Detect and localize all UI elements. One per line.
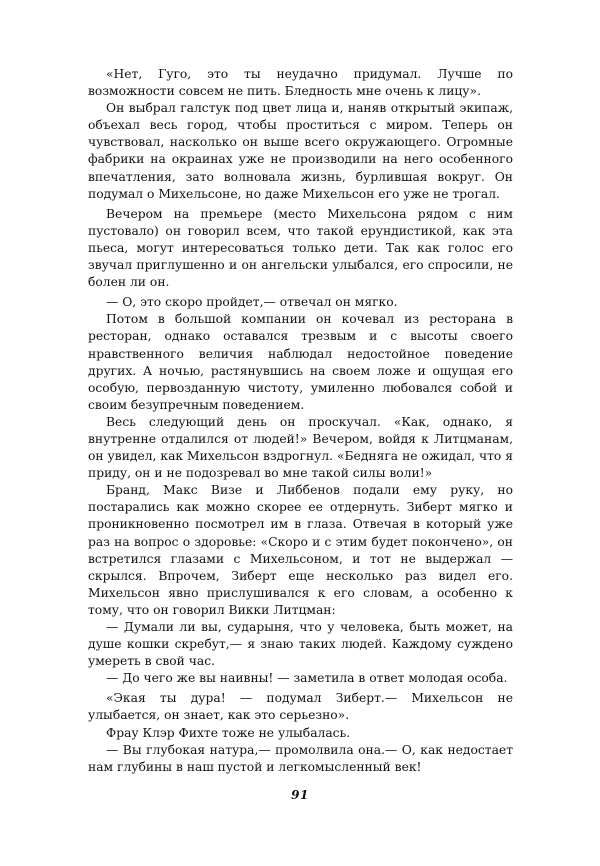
paragraph: Фрау Клэр Фихте тоже не улыбалась. [106, 725, 351, 740]
paragraph: Потом в большой компании он кочевал из ресторана в ресторан, однако оставался трезвым и с высоты своего нравственного величия наблюдал недостойное поведение других. А ночью, растянувшись на своем ложе и ощущая его особую, первозданную чистоту, умиленно любовался собой и своим безупречным поведением. [88, 312, 513, 412]
paragraph: «Экая ты дура! — подумал Зиберт.— Михельсон не улыбается, он знает, как это серьезно». [88, 691, 513, 723]
paragraph: — До чего же вы наивны! — заметила в ответ молодая особа. [106, 671, 508, 686]
body-text [88, 66, 513, 776]
paragraph: «Нет, Гуго, это ты неудачно придумал. Лучше по возможности совсем не пить. Бледность мне очень к лицу». [88, 67, 513, 99]
paragraph: Весь следующий день он проскучал. «Как, однако, я внутренне отдалился от людей!» Вечером, войдя к Литцманам, он увидел, как Михельсон вздрогнул. «Бедняга не ожидал, что я приду, он и не подозревал во мне такой силы воли!» [88, 414, 513, 481]
paragraph: — О, это скоро пройдет,— отвечал он мягко. [106, 295, 398, 310]
page-number: 91 [291, 788, 309, 802]
paragraph: Бранд, Макс Визе и Либбенов подали ему руку, но постарались как можно скорее ее отдернуть. Зиберт мягко и проникновенно посмотрел им в глаза. Отвечая в который уже раз на вопрос о здоровье: «Скоро и с этим будет покончено», он встретился глазами с Михельсоном, и тот не выдержал — скрылся. Впрочем, Зиберт еще несколько раз видел его. Михельсон явно прислушивался к его словам, а особенно к тому, что он говорил Викки Литцман: [88, 483, 513, 617]
paragraph: — Думали ли вы, сударыня, что у человека, быть может, на душе кошки скребут,— я знаю таких людей. Каждому суждено умереть в свой час. [88, 620, 513, 669]
paragraph: Вечером на премьере (место Михельсона рядом с ним пустовало) он говорил всем, что такой ерундистикой, как эта пьеса, могут интересоваться только дети. Так как голос его звучал приглушенно и он ангельски улыбался, его спросили, не болен ли он. [88, 206, 513, 290]
paragraph: — Вы глубокая натура,— промолвила она.— О, как недостает нам глубины в наш пустой и легкомысленный век! [88, 742, 513, 774]
paragraph: Он выбрал галстук под цвет лица и, наняв открытый экипаж, объехал весь город, чтобы проститься с миром. Теперь он чувствовал, насколько он выше всего окружающего. Огромные фабрики на окраинах уже не производили на него особенного впечатления, зато волновала жизнь, бурлившая вокруг. Он подумал о Михельсоне, но даже Михельсон его уже не трогал. [88, 101, 513, 201]
